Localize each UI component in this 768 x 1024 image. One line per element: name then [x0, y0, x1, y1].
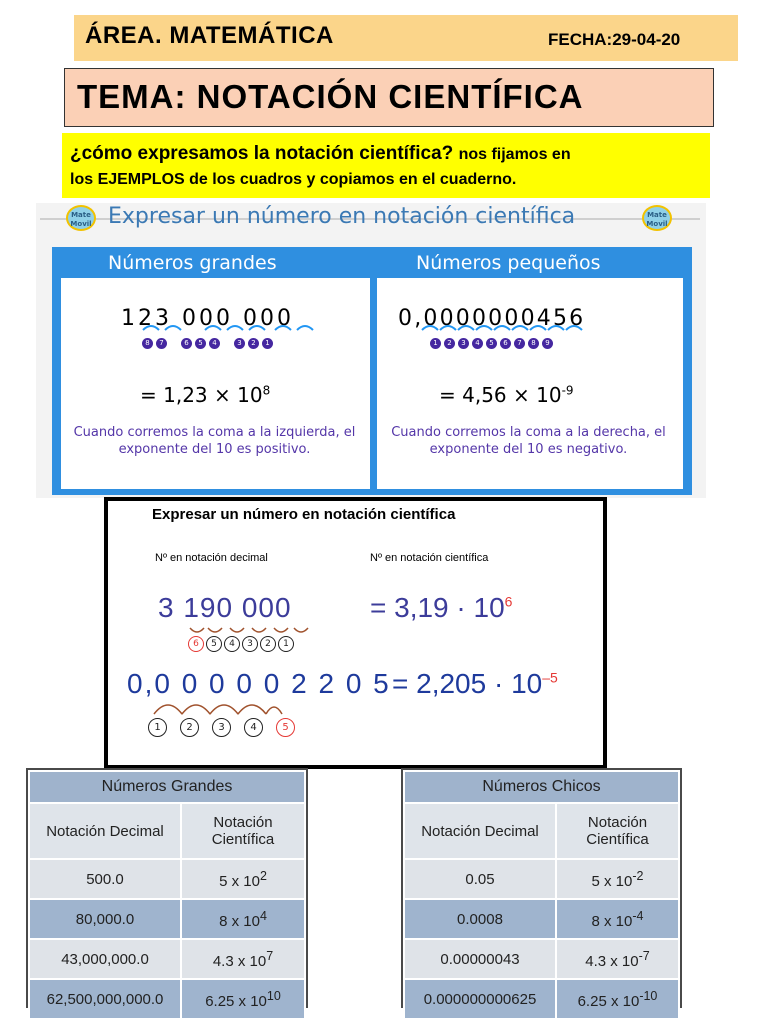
step-circle: 3	[212, 718, 231, 737]
table-row	[404, 859, 679, 899]
step-circle: 6	[181, 338, 192, 349]
scientific-cell: 5 x $10^{-2}$	[556, 859, 679, 899]
scientific-cell: 4.3 x $10^{-7}$	[556, 939, 679, 979]
step-circle: 1	[278, 636, 294, 652]
step-circle: 4	[244, 718, 263, 737]
small-number-step-circles	[430, 338, 553, 349]
scientific-cell: 5 x $10^2$	[181, 859, 305, 899]
example2-scientific: = $2,205 \cdot 10^{-5}$	[392, 668, 558, 699]
small-numbers-heading: Números pequeños	[416, 252, 601, 274]
mate-movil-logo-right: Mate Movil	[642, 205, 672, 231]
column-header: Notación Científica	[556, 803, 679, 859]
big-numbers-heading: Números grandes	[108, 252, 277, 274]
date-label: FECHA:29-04-20	[548, 30, 681, 49]
instruction-question: ¿cómo expresamos la notación científica?	[70, 143, 454, 164]
decimal-cell: 0.00000043	[404, 939, 556, 979]
step-circle: 3	[234, 338, 245, 349]
right-shift-arrows	[418, 322, 618, 338]
table-row	[29, 899, 305, 939]
instruction-line-2: los EJEMPLOS de los cuadros y copiamos en el cuaderno.	[70, 171, 517, 188]
step-circle: 1	[262, 338, 273, 349]
table-row	[404, 899, 679, 939]
column-header: Notación Decimal	[404, 803, 556, 859]
example2-decimal: 0,0 0 0 0 0 2 2 0 5	[127, 668, 391, 699]
area-title: ÁREA. MATEMÁTICA	[85, 22, 334, 49]
left-shift-arrows	[135, 322, 325, 338]
step-circle: 5	[276, 718, 295, 737]
small-number-result: = $4,56 \times 10^{-9}$	[439, 383, 574, 407]
step-circle: 5	[206, 636, 222, 652]
table-big-numbers	[28, 770, 306, 1020]
scientific-notation-label: Nº en notación científica	[370, 552, 489, 564]
table-caption: Números Grandes	[29, 771, 305, 803]
decimal-cell: 0.05	[404, 859, 556, 899]
panel1-title: Expresar un número en notación científica	[108, 204, 576, 229]
step-circle: 2	[444, 338, 455, 349]
instruction-tail: nos fijamos en	[458, 146, 571, 163]
step-circle: 5	[486, 338, 497, 349]
step-circle: 2	[260, 636, 276, 652]
step-circle: 2	[248, 338, 259, 349]
table-row	[29, 859, 305, 899]
decimal-cell: 80,000.0	[29, 899, 181, 939]
example1-step-circles	[188, 636, 294, 652]
scientific-cell: 4.3 x $10^7$	[181, 939, 305, 979]
big-number-step-circles	[142, 338, 273, 349]
column-header: Notación Científica	[181, 803, 305, 859]
column-header: Notación Decimal	[29, 803, 181, 859]
decimal-cell: 43,000,000.0	[29, 939, 181, 979]
example2-arrows	[140, 694, 290, 718]
step-circle: 8	[142, 338, 153, 349]
step-circle: 3	[242, 636, 258, 652]
step-circle: 7	[156, 338, 167, 349]
step-circle: 2	[180, 718, 199, 737]
big-number-example: 123 000 000	[121, 306, 294, 331]
scientific-cell: 8 x $10^{-4}$	[556, 899, 679, 939]
example1-decimal: 3 190 000	[158, 592, 292, 623]
scientific-cell: 8 x $10^4$	[181, 899, 305, 939]
panel2-title: Expresar un número en notación científica	[152, 506, 456, 523]
mate-movil-logo-left: Mate Movil	[66, 205, 96, 231]
step-circle: 8	[528, 338, 539, 349]
decimal-cell: 0.000000000625	[404, 979, 556, 1019]
scientific-cell: 6.25 x $10^{-10}$	[556, 979, 679, 1019]
decimal-cell: 0.0008	[404, 899, 556, 939]
big-number-note: Cuando corremos la coma a la izquierda, el exponente del 10 es positivo.	[73, 425, 356, 457]
decimal-notation-label: Nº en notación decimal	[155, 552, 268, 564]
table-row	[404, 939, 679, 979]
table-caption: Números Chicos	[404, 771, 679, 803]
step-circle: 6	[500, 338, 511, 349]
step-circle: 1	[148, 718, 167, 737]
step-circle: 5	[195, 338, 206, 349]
topic-title: TEMA: NOTACIÓN CIENTÍFICA	[77, 78, 584, 115]
decimal-cell: 500.0	[29, 859, 181, 899]
step-circle: 1	[430, 338, 441, 349]
instruction-line-1	[70, 143, 571, 165]
scientific-cell: 6.25 x $10^{10}$	[181, 979, 305, 1019]
small-number-example: 0,0000000456	[398, 306, 586, 331]
step-circle: 6	[188, 636, 204, 652]
step-circle: 9	[542, 338, 553, 349]
step-circle: 4	[224, 636, 240, 652]
example1-scientific: = $3,19 \cdot 10^6$	[370, 592, 513, 623]
big-number-result: = $1,23 \times 10^8$	[140, 383, 271, 407]
table-row	[29, 939, 305, 979]
step-circle: 4	[472, 338, 483, 349]
step-circle: 3	[458, 338, 469, 349]
small-number-note: Cuando corremos la coma a la derecha, el exponente del 10 es negativo.	[391, 425, 666, 457]
example2-step-circles	[148, 718, 295, 737]
table-row	[404, 979, 679, 1019]
step-circle: 4	[209, 338, 220, 349]
table-small-numbers	[403, 770, 680, 1020]
step-circle: 7	[514, 338, 525, 349]
decimal-cell: 62,500,000,000.0	[29, 979, 181, 1019]
table-row	[29, 979, 305, 1019]
